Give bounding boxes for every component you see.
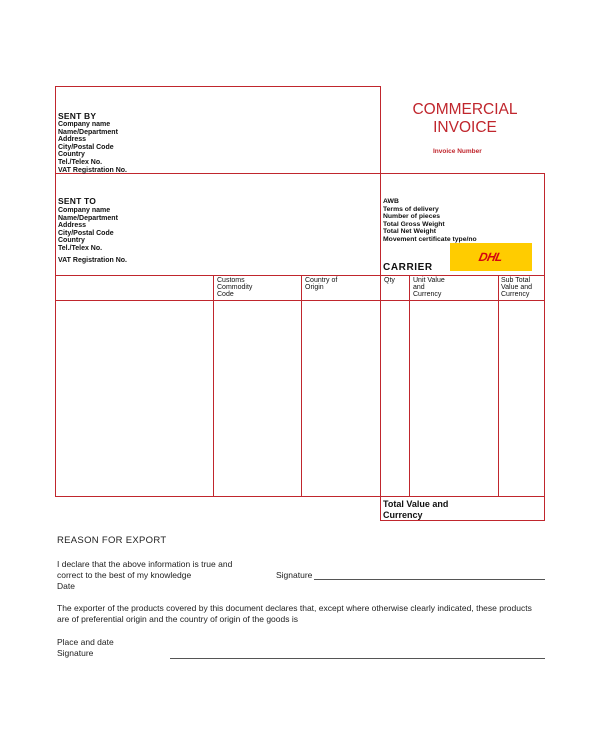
col-divider-3 xyxy=(409,275,410,497)
shipment-field: Total Net Weight xyxy=(383,228,436,236)
signature-label: Signature xyxy=(276,570,313,580)
shipment-field: AWB xyxy=(383,198,399,205)
sent-to-vat-label: VAT Registration No. xyxy=(58,257,127,264)
page-title xyxy=(395,101,535,137)
total-bottom-line xyxy=(380,520,545,521)
total-value-line-2: Currency xyxy=(383,509,423,520)
table-header-bottom-line xyxy=(55,300,545,301)
carrier-label: CARRIER xyxy=(383,262,433,273)
shipment-field: Total Gross Weight xyxy=(383,220,445,228)
date-label: Date xyxy=(57,581,75,591)
sent-to-top-line xyxy=(55,173,545,174)
total-value-label xyxy=(383,499,448,520)
shipment-field: Movement certificate type/no xyxy=(383,235,477,243)
sent-by-field: Country xyxy=(58,151,85,159)
col-divider-4 xyxy=(498,275,499,497)
sent-by-field: Name/Department xyxy=(58,128,118,136)
col-divider-1 xyxy=(213,275,214,497)
col-header-country-origin: Country of Origin xyxy=(305,277,338,292)
sent-to-divider xyxy=(380,173,381,521)
sent-to-field: City/Postal Code xyxy=(58,229,114,237)
sent-to-field: Country xyxy=(58,237,85,245)
sent-by-field: Address xyxy=(58,136,87,144)
sent-to-heading: SENT TO xyxy=(58,196,97,206)
shipment-field: Terms of delivery xyxy=(383,205,439,213)
table-bottom-line xyxy=(55,496,545,497)
col-header-subtotal: Sub Total Value and Currency xyxy=(501,277,533,299)
place-signature-line[interactable] xyxy=(170,658,545,659)
shipment-fields xyxy=(383,198,477,244)
sent-by-field: City/Postal Code xyxy=(58,143,114,151)
dhl-logo xyxy=(450,243,532,271)
sent-to-field: Address xyxy=(58,222,87,230)
exporter-line-2: are of preferential origin and the country of origin of the goods is xyxy=(57,614,298,624)
sent-by-fields xyxy=(58,121,127,174)
exporter-line-1: The exporter of the products covered by this document declares that, except where otherwise clearly indicated, these products xyxy=(57,603,532,613)
reason-for-export-label: REASON FOR EXPORT xyxy=(57,535,167,546)
sent-to-fields xyxy=(58,207,118,253)
col-header-unit-value: Unit Value and Currency xyxy=(413,277,445,299)
sent-by-heading: SENT BY xyxy=(58,111,97,121)
shipment-field: Number of pieces xyxy=(383,213,441,221)
sent-to-field: Tel./Telex No. xyxy=(58,244,103,252)
declaration-line-2: correct to the best of my knowledge xyxy=(57,570,192,580)
title-line-2: INVOICE xyxy=(433,119,497,136)
sent-by-field: VAT Registration No. xyxy=(58,166,127,174)
right-outer-line xyxy=(544,173,545,521)
declaration-text xyxy=(57,559,232,592)
invoice-number-label: Invoice Number xyxy=(433,148,482,155)
sent-to-field: Name/Department xyxy=(58,214,118,222)
sent-by-field: Company name xyxy=(58,121,111,128)
signature-line[interactable] xyxy=(314,579,545,580)
dhl-logo-text: DHL xyxy=(477,250,505,264)
table-header-top-line xyxy=(55,275,545,276)
title-line-1: COMMERCIAL xyxy=(412,101,518,118)
left-outer-line xyxy=(55,173,56,497)
total-value-line-1: Total Value and xyxy=(383,499,449,509)
col-header-commodity-code: Customs Commodity Code xyxy=(217,277,253,299)
signature2-label: Signature xyxy=(57,648,94,658)
place-date-label: Place and date xyxy=(57,637,114,647)
place-date-block xyxy=(57,637,114,659)
declaration-line-1: I declare that the above information is true and xyxy=(57,559,233,569)
sent-to-field: Company name xyxy=(58,207,111,214)
exporter-statement xyxy=(57,603,532,625)
col-divider-2 xyxy=(301,275,302,497)
col-header-qty: Qty xyxy=(384,277,395,284)
sent-by-field: Tel./Telex No. xyxy=(58,158,103,166)
